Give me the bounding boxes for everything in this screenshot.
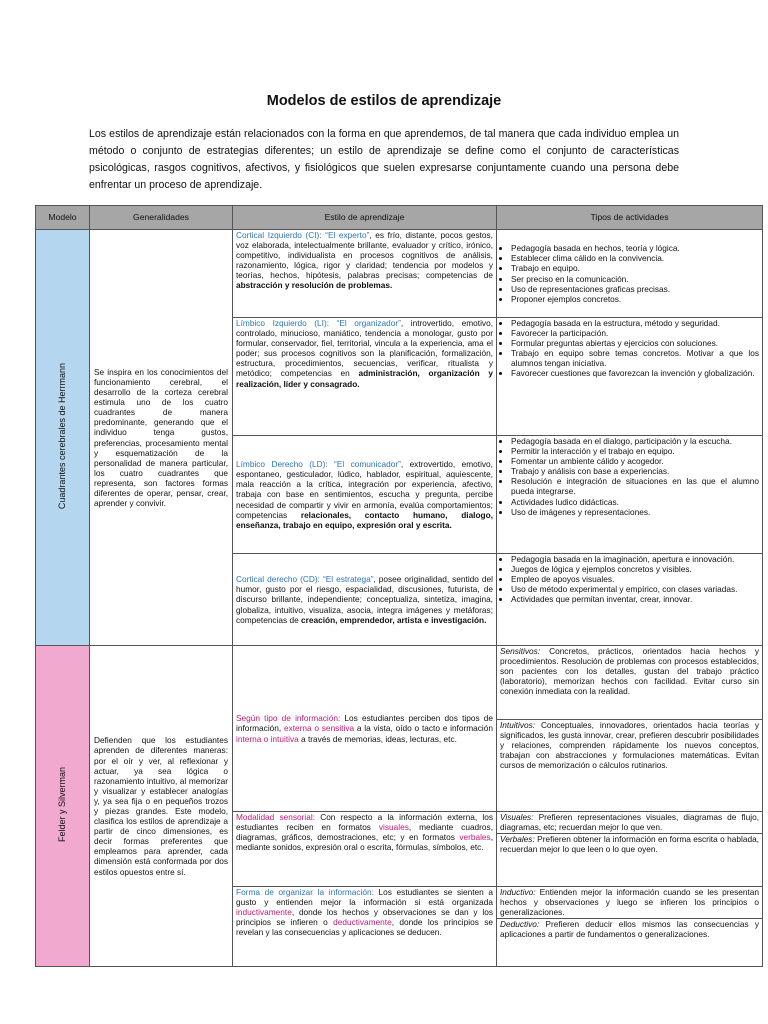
list-item: • Empleo de apoyos visuales.	[511, 574, 759, 584]
style-label: Límbico Derecho (LD): “El comunicador”	[236, 459, 401, 470]
header-actividades: Tipos de actividades	[497, 206, 763, 230]
table-header-row	[36, 206, 763, 230]
activities-cd	[497, 554, 763, 646]
activities-ci	[497, 230, 763, 318]
list-item: • Ser preciso en la comunicación.	[511, 274, 759, 284]
estilo-ci: Cortical Izquierdo (CI): “El experto”, es frío, distante, pocos gestos, voz elaborada, intelectualmente brillante, evaluador y crítico, irónico, competitivo, individualista en procesos cognitivos de análisis, razonamiento, lógica, rigor y claridad; tendencia por modelos y teorías, hechos, hipótesis, palabras precisas; competencias de abstracción y resolución de problemas.	[233, 230, 497, 318]
table-row	[36, 646, 763, 812]
activities-organizar	[497, 887, 763, 967]
model-label: Felder y Silverman	[57, 767, 68, 843]
header-modelo: Modelo	[36, 206, 90, 230]
header-estilo: Estilo de aprendizaje	[233, 206, 497, 230]
list-item: • Trabajo en equipo.	[511, 263, 759, 273]
list-item: • Pedagogía basada en la estructura, método y seguridad.	[511, 318, 759, 328]
learning-styles-table	[35, 205, 763, 967]
generalidades-herrmann: Se inspira en los conocimientos del funcionamiento cerebral, el desarrollo de la corteza cerebral estimula uno de los cuatro cuadrantes de manera predominante, generando que el individuo tenga gustos, preferencias, procesamiento mental y esquematización de la personalidad de manera particular, los cuatro cuadrantes que representa, son factores formas diferentes de operar, pensar, crear, aprender y convivir.	[90, 230, 233, 646]
list-item: • Actividades que permitan inventar, crear, innovar.	[511, 594, 759, 604]
estilo-sensorial: Modalidad sensorial: Con respecto a la información externa, los estudiantes reciben en formatos visuales, mediante cuadros, diagramas, gráficos, demostraciones, etc; y en formatos verbales, mediante sonidos, expresión oral o escrita, fórmulas, símbolos, etc.	[233, 812, 497, 887]
list-item: • Permitir la interacción y el trabajo en equipo.	[511, 446, 759, 456]
list-item: • Pedagogía basada en el dialogo, participación y la escucha.	[511, 436, 759, 446]
list-item: • Pedagogía basada en la imaginación, apertura e innovación.	[511, 554, 759, 564]
style-label: Forma de organizar la información:	[236, 887, 374, 897]
estilo-informacion: Según tipo de información: Los estudiantes perciben dos tipos de información, externa o sensitiva a la vista, oído o tacto e información interna o intuitiva a través de memorias, ideas, lecturas, etc.	[233, 646, 497, 812]
activities-sensorial	[497, 812, 763, 887]
style-label: Límbico Izquierdo (LI): “El organizador”	[236, 318, 401, 328]
list-item: • Proponer ejemplos concretos.	[511, 294, 759, 304]
style-label: Según tipo de información:	[236, 713, 341, 724]
activity-visuales: Visuales: Prefieren representaciones visuales, diagramas de flujo, diagramas, etc; recuerdan mejor lo que ven.	[497, 812, 762, 834]
model-felder	[36, 646, 90, 967]
estilo-ld: Límbico Derecho (LD): “El comunicador”, extrovertido, emotivo, espontaneo, gesticulador, lúdico, hablador, espiritual, aquiescente, mala reacción a la crítica, integración por experiencia, afectivo, trabaja con base en sentimientos, escucha y pregunta, percibe necesidad de compartir y vivir en armonía, evalúa comportamientos; competencias relacionales, contacto humano, dialogo, enseñanza, trabajo en equipo, expresión oral y escrita.	[233, 436, 497, 554]
activities-ld	[497, 436, 763, 554]
estilo-organizar: Forma de organizar la información: Los estudiantes se sienten a gusto y entienden mejor la información si está organizada inductivamente, donde los hechos y observaciones se dan y los principios se infieren o deductivamente, donde los principios se revelan y las consecuencias y aplicaciones se deducen.	[233, 887, 497, 967]
intro-paragraph: Los estilos de aprendizaje están relacionados con la forma en que aprendemos, de tal manera que cada individuo emplea un método o conjunto de estrategias diferentes; un estilo de aprendizaje se define como el conjunto de características psicológicas, rasgos cognitivos, afectivos, y fisiológicos que suelen expresarse conjuntamente cuando una persona debe enfrentar un proceso de aprendizaje.	[89, 128, 679, 191]
generalidades-felder: Defienden que los estudiantes aprenden de diferentes maneras: por el oír y ver, al reflexionar y actuar, ya sea lógica o razonamiento intuitivo, al memorizar y visualizar y establecer analogías y, ya sea fija o en pequeños trozos y piezas grandes. Este modelo, clasifica los estilos de aprendizaje a partir de cinco dimensiones, es decir formas preferentes que empleamos para aprender, cada dimensión está conformada por dos estilos opuestos entre sí.	[90, 646, 233, 967]
style-label: Cortical Izquierdo (CI): “El experto”	[236, 230, 370, 240]
list-item: • Uso de método experimental y empírico, con clases variadas.	[511, 584, 759, 594]
activity-inductivo: Inductivo: Entienden mejor la información cuando se les presentan hechos y observaciones y luego se infieren los principios o generalizaciones.	[497, 887, 762, 919]
model-herrmann	[36, 230, 90, 646]
list-item: • Trabajo en equipo sobre temas concretos. Motivar a que los alumnos tengan iniciativa.	[511, 348, 759, 368]
list-item: • Pedagogía basada en hechos, teoría y lógica.	[511, 243, 759, 253]
activity-intuitivos: Intuitivos: Conceptuales, innovadores, orientados hacia teorías y significados, les gusta innovar, crear, prefieren descubrir posibilidades y relaciones, comprenden rápidamente los nuevos conceptos, trabajan con abstracciones y formulaciones matemáticas. Evitan cursos de memorización o cálculos rutinarios.	[500, 720, 759, 771]
header-generalidades: Generalidades	[90, 206, 233, 230]
activity-sensitivos: Sensitivos: Concretos, prácticos, orientados hacia hechos y procedimientos. Resolución de problemas con procesos establecidos, son pacientes con los detalles, gustan del trabajo práctico (laboratorio), memorizan hechos con facilidad. Evitar curso sin conexión inmediata con la realidad.	[497, 646, 762, 720]
activity-verbales: Verbales: Prefieren obtener la información en forma escrita o hablada, recuerdan mejor lo que leen o lo que oyen.	[500, 834, 759, 855]
list-item: • Fomentar un ambiente cálido y acogedor.	[511, 456, 759, 466]
activity-deductivo: Deductivo: Prefieren deducir ellos mismos las consecuencias y aplicaciones a partir de fundamentos o generalizaciones.	[500, 919, 759, 940]
estilo-li: Límbico Izquierdo (LI): “El organizador”, introvertido, emotivo, controlado, minucioso, maniático, tendencia a monologar, gusto por formular, conservador, fiel, territorial, vincula a la experiencia, ama el poder; sus procesos cognitivos son la planificación, formalización, estructura, procedimientos, secuencias, verificar, ritualista y metódico; competencias en administración, organización y realización, líder y consagrado.	[233, 318, 497, 436]
list-item: • Juegos de lógica y ejemplos concretos y visibles.	[511, 564, 759, 574]
list-item: • Uso de imágenes y representaciones.	[511, 507, 759, 517]
list-item: • Uso de representaciones graficas precisas.	[511, 284, 759, 294]
table-row	[36, 230, 763, 318]
list-item: • Trabajo y análisis con base a experiencias.	[511, 466, 759, 476]
list-item: • Resolución e integración de situaciones en las que el alumno pueda integrarse.	[511, 476, 759, 496]
style-label: Cortical derecho (CD): “El estratega”	[236, 574, 374, 585]
list-item: • Actividades ludico didácticas.	[511, 497, 759, 507]
page-title: Modelos de estilos de aprendizaje	[266, 93, 502, 109]
activities-li	[497, 318, 763, 436]
style-label: Modalidad sensorial:	[236, 812, 315, 822]
model-label: Cuadrantes cerebrales de Herrmann	[57, 363, 68, 510]
list-item: • Favorecer la participación.	[511, 328, 759, 338]
activities-informacion	[497, 646, 763, 812]
list-item: • Establecer clima cálido en la convivencia.	[511, 253, 759, 263]
estilo-cd: Cortical derecho (CD): “El estratega”, posee originalidad, sentido del humor, gusto por el riesgo, espacialidad, discusiones, futurista, de discurso brillante, independiente; conceptualiza, sintetiza, imagina, globaliza, intuitivo, visualiza, asocia, integra imágenes y metáforas; competencias de creación, emprendedor, artista e investigación.	[233, 554, 497, 646]
list-item: • Favorecer cuestiones que favorezcan la invención y globalización.	[511, 368, 759, 378]
list-item: • Formular preguntas abiertas y ejercicios con soluciones.	[511, 338, 759, 348]
